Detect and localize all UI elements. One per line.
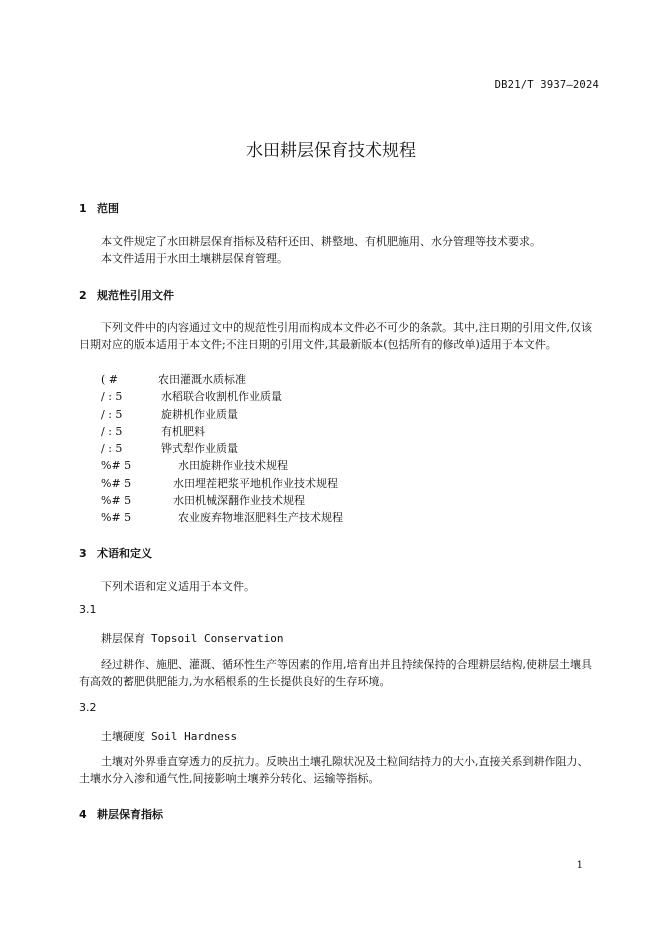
reference-name: 水田旋耕作业技术规程 [178, 459, 288, 473]
reference-name: 有机肥料 [161, 424, 205, 438]
reference-code: %# 5 [101, 459, 132, 473]
reference-code: ( # [101, 373, 119, 386]
standard-code: DB21/T 3937—2024 [494, 79, 599, 91]
reference-name: 旋耕机作业质量 [161, 407, 238, 421]
term-number: 3.1 [79, 603, 97, 616]
reference-code: %# 5 [101, 476, 132, 490]
section-number: 3 [79, 547, 87, 560]
reference-name: 水稻联合收割机作业质量 [161, 390, 282, 404]
term-heading [101, 630, 283, 646]
reference-name: 水田机械深翻作业技术规程 [173, 494, 305, 508]
section-title: 耕层保育指标 [97, 808, 163, 821]
reference-name: 农业废弃物堆沤肥料生产技术规程 [178, 511, 343, 525]
reference-code: %# 5 [101, 511, 132, 525]
section-number: 1 [79, 202, 87, 215]
term-english: Topsoil Conservation [151, 632, 284, 645]
reference-code: / : 5 [101, 407, 123, 421]
term-english: Soil Hardness [151, 730, 238, 743]
page-number: 1 [576, 860, 583, 871]
section-number: 2 [79, 289, 87, 302]
section-title: 规范性引用文件 [97, 289, 174, 302]
section-2-heading [79, 287, 174, 303]
normative-references-intro: 下列文件中的内容通过文中的规范性引用而构成本文件必不可少的条款。其中,注日期的引用文件,仅该日期对应的版本适用于本文件;不注日期的引用文件,其最新版本(包括所有的修改单)适用于本文件。 [79, 321, 592, 352]
reference-name: 水田埋茬耙浆平地机作业技术规程 [173, 476, 338, 490]
section-4-heading [79, 806, 163, 822]
terms-intro: 下列术语和定义适用于本文件。 [101, 580, 255, 593]
section-title: 范围 [97, 202, 119, 215]
document-title: 水田耕层保育技术规程 [246, 141, 416, 161]
reference-name: 铧式犁作业质量 [161, 442, 238, 456]
term-chinese: 耕层保育 [101, 632, 145, 645]
section-1-heading [79, 200, 119, 216]
scope-paragraph-1: 本文件规定了水田耕层保育指标及秸秆还田、耕整地、有机肥施用、水分管理等技术要求。 [101, 235, 541, 248]
reference-code: / : 5 [101, 424, 123, 438]
scope-paragraph-2: 本文件适用于水田土壤耕层保育管理。 [101, 252, 288, 265]
term-definition: 经过耕作、施肥、灌溉、循环性生产等因素的作用,培育出并且持续保持的合理耕层结构,使耕层土壤具有高效的蓄肥供肥能力,为水稻根系的生长提供良好的生存环境。 [79, 658, 592, 689]
term-number: 3.2 [79, 701, 97, 714]
term-heading [101, 728, 237, 744]
reference-code: %# 5 [101, 494, 132, 508]
term-chinese: 土壤硬度 [101, 730, 145, 743]
section-title: 术语和定义 [97, 547, 152, 560]
reference-code: / : 5 [101, 442, 123, 456]
term-definition: 土壤对外界垂直穿透力的反抗力。反映出土壤孔隙状况及土粒间结持力的大小,直接关系到耕作阻力、土壤水分入渗和通气性,间接影响土壤养分转化、运输等指标。 [79, 755, 589, 786]
reference-name: 农田灌溉水质标准 [158, 373, 246, 386]
section-number: 4 [79, 808, 87, 821]
section-3-heading [79, 545, 152, 561]
reference-code: / : 5 [101, 390, 123, 404]
